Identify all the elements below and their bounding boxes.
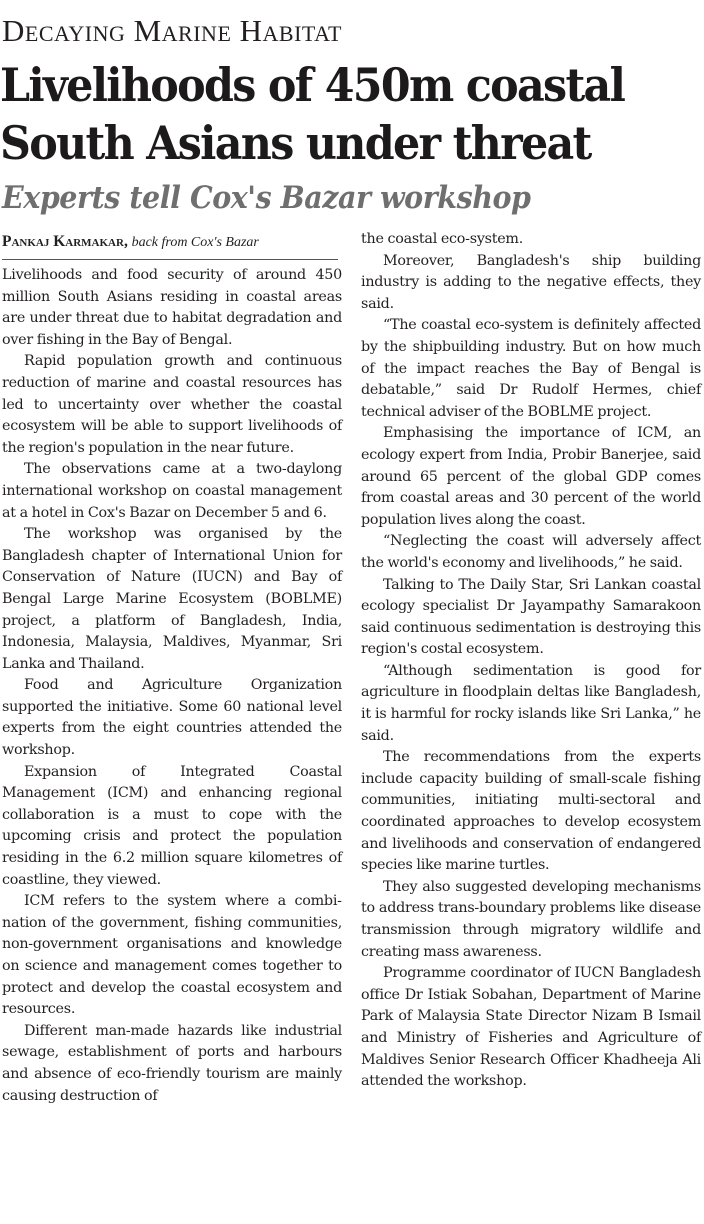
paragraph: They also suggested developing mechanisms to address trans-boundary problems like disease transmission through migratory wildlife and creating mass awareness. [361,878,701,960]
paragraph: “Neglecting the coast will adversely affect the world's economy and livelihoods,” he said. [361,533,701,571]
headline-line-1: Livelihoods of 450m coastal [0,58,625,112]
paragraph: Programme coordinator of IUCN Bangladesh office Dr Istiak Sobahan, Department of Marine Park of Malaysia State Director Nizam B Ismail and Ministry of Fisheries and Agriculture of Maldives Senior Research Officer Khadheeja Ali attended the workshop. [361,965,701,1090]
paragraph: Food and Agriculture Organization supported the initiative. Some 60 national level experts from the eight countries attended the workshop. [2,677,342,759]
article-kicker: Decaying Marine Habitat [2,13,342,48]
article-headline [0,56,704,172]
paragraph: The workshop was organised by the Bangladesh chapter of International Union for Conservation of Nature (IUCN) and Bay of Bengal Large Marine Ecosystem (BOBLME) project, a platform of Bangladesh, India, Indonesia, Malaysia, Maldives, Myanmar, Sri Lanka and Thailand. [2,526,342,672]
paragraph: “The coastal eco-system is definitely affected by the shipbuilding industry. But on how much of the impact reaches the Bay of Bengal is debatable,” said Dr Rudolf Hermes, chief technical adviser of the BOBLME project. [361,317,701,420]
paragraph: ICM refers to the system where a combination of the government, fishing communities, non-government organisations and knowledge on science and management comes together to protect and develop the coastal ecosystem and resources. [2,893,342,1018]
paragraph: Different man-made hazards like industrial sewage, establishment of ports and harbours and absence of eco-friendly tourism are mainly causing destruction of [2,1022,342,1104]
paragraph: Livelihoods and food security of around 450 million South Asians residing in coastal areas are under threat due to habitat degradation and over fishing in the Bay of Bengal. [2,267,342,348]
headline-line-2: South Asians under threat [0,116,591,170]
paragraph: Emphasising the importance of ICM, an ecology expert from India, Probir Banerjee, said around 65 percent of the global GDP comes from coastal areas and 30 percent of the world population lives along the coast. [361,425,701,528]
paragraph: “Although sedimentation is good for agriculture in floodplain deltas like Bangladesh, it is harmful for rocky islands like Sri Lanka,” he said. [361,662,701,744]
byline-author: Pankaj Karmakar, [2,233,128,250]
paragraph: Rapid population growth and continuous reduction of marine and coastal resources has led to uncertainty over whether the coastal ecosystem will be able to support livelihoods of the region's population in the near future. [2,353,342,456]
article-column-right [361,229,701,1093]
byline [2,230,338,260]
article-subhead [2,178,576,218]
article-column-left [2,230,342,1107]
paragraph: Expansion of Integrated Coastal Management (ICM) and enhancing regional collaboration is a must to cope with the upcoming crisis and protect the population residing in the 6.2 million square kilometres of coastline, they viewed. [2,763,342,888]
paragraph: the coastal eco-system. [361,231,524,247]
byline-location: back from Cox's Bazar [131,235,259,250]
paragraph: The recommendations from the experts include capacity building of small-scale fishing communities, initiating multi-sectoral and coordinated approaches to develop ecosystem and livelihoods and conservation of endangered species like marine turtles. [361,749,701,874]
paragraph: Moreover, Bangladesh's ship building industry is adding to the negative effects, they said. [361,252,701,312]
paragraph: Talking to The Daily Star, Sri Lankan coastal ecology specialist Dr Jayampathy Samarakoon said continuous sedimentation is destroying this region's costal ecosystem. [361,576,701,658]
paragraph: The observations came at a two-daylong international workshop on coastal management at a hotel in Cox's Bazar on December 5 and 6. [2,461,342,521]
subhead-text: Experts tell Cox's Bazar workshop [2,180,531,216]
